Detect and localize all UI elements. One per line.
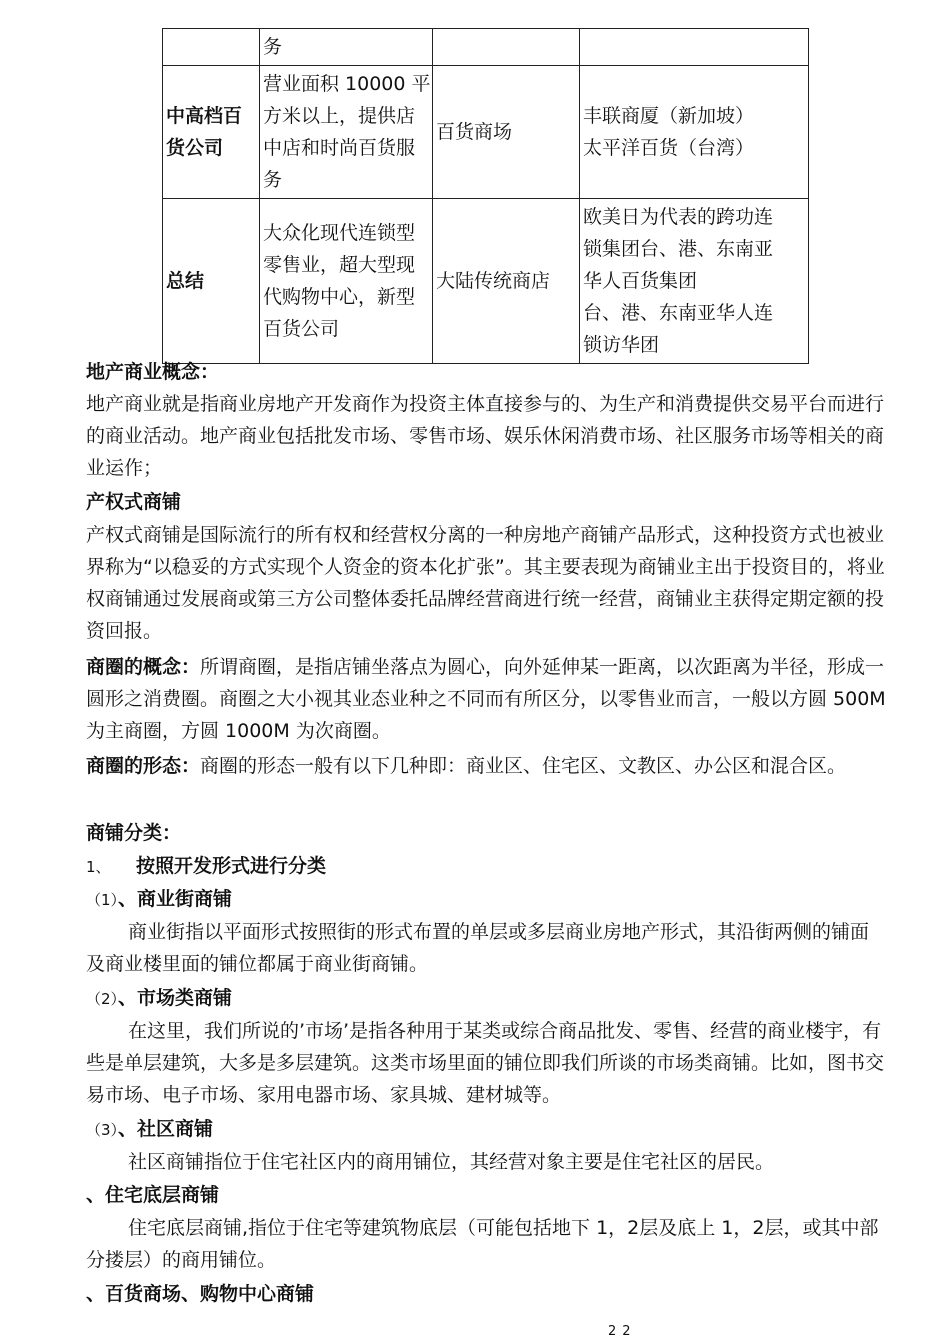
- class1-title: 按照开发形式进行分类: [136, 855, 327, 877]
- table-cell: [580, 199, 809, 364]
- sub1-number: （1）: [86, 891, 119, 909]
- cell-line: 百货商场: [436, 121, 513, 143]
- cell-line: 中高档百: [166, 105, 243, 127]
- sub4-title: 、住宅底层商铺: [86, 1184, 220, 1206]
- sub1-heading: [86, 883, 886, 916]
- cell-line: 零售业，超大型现: [263, 254, 416, 276]
- cell-line: 务: [263, 36, 283, 58]
- cell-line: [436, 31, 576, 63]
- sub3-heading: [86, 1113, 886, 1146]
- table-cell: [580, 29, 809, 66]
- cell-line: 务: [263, 169, 283, 191]
- sub1-body: 商业街指以平面形式按照街的形式布置的单层或多层商业房地产形式，其沿街两侧的铺面及商业楼里面的铺位都属于商业街商铺。: [86, 921, 870, 975]
- sub5-title: 、百货商场、购物中心商铺: [86, 1283, 315, 1305]
- sub2-heading: [86, 982, 886, 1015]
- table-cell: [433, 29, 580, 66]
- sub3-body: 社区商铺指位于住宅社区内的商用铺位，其经营对象主要是住宅社区的居民。: [128, 1151, 775, 1173]
- cell-line: 货公司: [166, 137, 224, 159]
- shop-class-title: 商铺分类：: [86, 822, 182, 844]
- cell-line: 营业面积 10000 平: [263, 73, 431, 95]
- stores-table: [162, 28, 809, 364]
- cell-line: 台、港、东南亚华人连: [583, 302, 774, 324]
- class1-heading: [86, 850, 886, 883]
- table-row: [163, 199, 809, 364]
- form-paragraph: [86, 750, 886, 782]
- circle-paragraph: [86, 651, 886, 747]
- table-cell: [433, 199, 580, 364]
- cell-line: 大陆传统商店: [436, 270, 551, 292]
- sub1-title: 、商业街商铺: [118, 888, 233, 910]
- table-cell: [433, 66, 580, 199]
- sub3-number: （3）: [86, 1121, 119, 1139]
- cell-line: 中店和时尚百货服: [263, 137, 416, 159]
- cell-line: 锁访华团: [583, 334, 660, 356]
- cell-line: 百货公司: [263, 318, 340, 340]
- table-cell: [260, 66, 433, 199]
- table-cell: [580, 66, 809, 199]
- form-title: 商圈的形态：: [86, 755, 201, 777]
- property-body: 产权式商铺是国际流行的所有权和经营权分离的一种房地产商铺产品形式，这种投资方式也被业界称为“以稳妥的方式实现个人资金的资本化扩张”。其主要表现为商铺业主出于投资目的，将业权商铺通过发展商或第三方公司整体委托品牌经营商进行统一经营，商铺业主获得定期定额的投资回报。: [86, 524, 885, 642]
- circle-title: 商圈的概念：: [86, 656, 201, 678]
- class1-number: 1、: [86, 858, 111, 876]
- cell-line: 华人百货集团: [583, 270, 698, 292]
- cell-line: 太平洋百货（台湾）: [583, 137, 755, 159]
- cell-line: 锁集团台、港、东南亚: [583, 238, 774, 260]
- sub2-number: （2）: [86, 990, 119, 1008]
- cell-line: 丰联商厦（新加坡）: [583, 105, 755, 127]
- cell-line: 代购物中心，新型: [263, 286, 416, 308]
- table-cell: [260, 29, 433, 66]
- realestate-title: 地产商业概念：: [86, 361, 220, 383]
- form-body: 商圈的形态一般有以下几种即：商业区、住宅区、文教区、办公区和混合区。: [200, 755, 847, 777]
- sub4-body: 住宅底层商铺,指位于住宅等建筑物底层（可能包括地下 1，2层及底上 1，2层，或其中部分搂层）的商用铺位。: [86, 1217, 879, 1271]
- cell-line: 欧美日为代表的跨功连: [583, 206, 774, 228]
- sub3-title: 、社区商铺: [118, 1118, 214, 1140]
- table-cell: [163, 199, 260, 364]
- cell-line: 方米以上，提供店: [263, 105, 416, 127]
- page-number: 22: [608, 1324, 637, 1339]
- table-cell: [260, 199, 433, 364]
- sub2-title: 、市场类商铺: [118, 987, 233, 1009]
- sub2-body: 在这里，我们所说的’市场’是指各种用于某类或综合商品批发、零售、经营的商业楼宇，有些是单层建筑，大多是多层建筑。这类市场里面的铺位即我们所谈的市场类商铺。比如，图书交易市场、电子市场、家用电器市场、家具城、建材城等。: [86, 1020, 885, 1106]
- table-row: [163, 66, 809, 199]
- cell-line: 总结: [166, 270, 205, 292]
- circle-body: 所谓商圈，是指店铺坐落点为圆心，向外延伸某一距离，以次距离为半径，形成一圆形之消费圈。商圈之大小视其业态业种之不同而有所区分，以零售业而言，一般以方圆 500M 为主商圈，方圆 1000M 为次商圈。: [86, 656, 886, 742]
- property-title: 产权式商铺: [86, 491, 182, 513]
- realestate-body: 地产商业就是指商业房地产开发商作为投资主体直接参与的、为生产和消费提供交易平台而进行的商业活动。地产商业包括批发市场、零售市场、娱乐休闲消费市场、社区服务市场等相关的商业运作；: [86, 393, 885, 479]
- cell-line: [166, 31, 256, 63]
- table-row: [163, 29, 809, 66]
- cell-line: 大众化现代连锁型: [263, 222, 416, 244]
- table-cell: [163, 29, 260, 66]
- table-cell: [163, 66, 260, 199]
- cell-line: [583, 31, 805, 63]
